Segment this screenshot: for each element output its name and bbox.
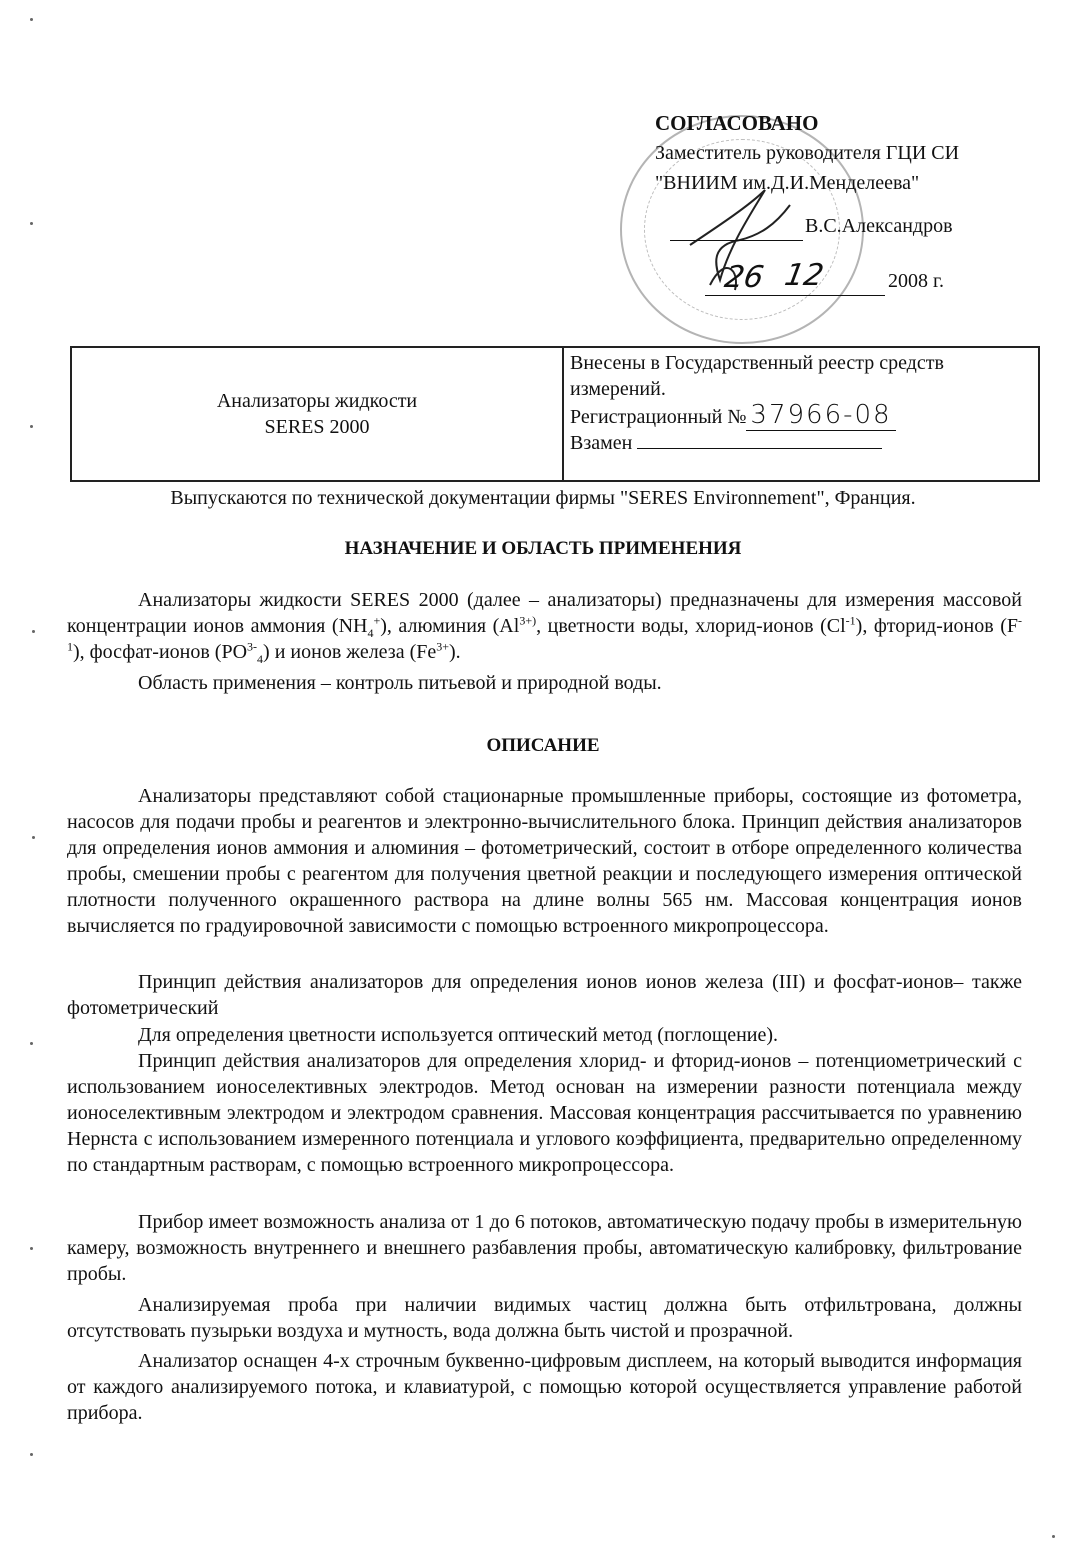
signatory-name: В.С.Александров xyxy=(805,215,953,237)
scan-speck xyxy=(30,1042,33,1045)
subscript: 4 xyxy=(257,652,264,666)
product-cell xyxy=(72,348,564,480)
product-model: SERES 2000 xyxy=(264,416,370,438)
scan-speck xyxy=(32,836,35,839)
registration-number-row xyxy=(570,402,1032,430)
description-paragraph-1: Анализаторы представляют собой стационарные промышленные приборы, состоящие из фотометра, насосов для подачи пробы и реагентов и электронно-вычислительного блока. Принцип действия анализаторов для определения ионов аммония и алюминия – фотометрический, состоит в отборе определенного количества пробы, смешении пробы с реагентом для получения цветной реакции и последующего измерения оптической плотности полученного окрашенного раствора на длине волны 565 нм. Массовая концентрация ионов вычисляется по градуировочной зависимости с помощью встроенного микропроцессора. xyxy=(67,785,1022,937)
scan-speck xyxy=(32,630,35,633)
superscript: + xyxy=(373,613,381,628)
superscript: 3+) xyxy=(519,613,537,628)
description-paragraph-6: Анализируемая проба при наличии видимых частиц должна быть отфильтрована, должны отсутствовать пузырьки воздуха и мутность, вода должна быть чистой и прозрачной. xyxy=(67,1294,1022,1342)
scope-paragraph: Область применения – контроль питьевой и природной воды. xyxy=(138,672,662,694)
signature-line xyxy=(670,240,803,241)
date-day-handwritten: 26 xyxy=(721,260,767,295)
replaces-row xyxy=(570,430,1032,456)
scan-speck xyxy=(30,1453,33,1456)
subscript: 4 xyxy=(367,626,374,640)
registry-line1: Внесены в Государственный реестр средств xyxy=(570,352,944,374)
scan-speck xyxy=(30,1247,33,1250)
date-month-handwritten: 12 xyxy=(781,258,827,293)
section-title-purpose: НАЗНАЧЕНИЕ И ОБЛАСТЬ ПРИМЕНЕНИЯ xyxy=(344,538,742,559)
approval-position-line2: "ВНИИМ им.Д.И.Менделеева" xyxy=(655,172,920,194)
superscript: 3- xyxy=(247,639,258,654)
scan-speck xyxy=(1052,1535,1055,1538)
registry-cell xyxy=(564,348,1038,480)
text-run: ), алюминия (Al xyxy=(380,615,520,637)
description-paragraph-5: Прибор имеет возможность анализа от 1 до 6 потоков, автоматическую подачу пробы в измерительную камеру, возможность внутреннего и внешнего разбавления пробы, автоматическую калибровку, фильтрование пробы. xyxy=(67,1211,1022,1285)
description-paragraph-2: Принцип действия анализаторов для определения ионов ионов железа (III) и фосфат-ионов– также фотометрический xyxy=(67,971,1022,1019)
date-year: 2008 г. xyxy=(888,270,944,292)
superscript: -1 xyxy=(67,613,1022,654)
scan-speck xyxy=(30,222,33,225)
text-run: ) и ионов железа (Fe xyxy=(263,641,437,663)
text-run: ), фторид-ионов (F xyxy=(855,615,1018,637)
date-line xyxy=(705,295,885,296)
text-run: ), фосфат-ионов (PO xyxy=(73,641,248,663)
registration-number: 37966-08 xyxy=(746,400,895,431)
scan-speck xyxy=(30,425,33,428)
product-name: Анализаторы жидкости xyxy=(216,390,418,412)
replaces-blank xyxy=(637,448,882,449)
superscript: 3+ xyxy=(436,639,450,654)
description-paragraph-3: Для определения цветности используется оптический метод (поглощение). xyxy=(138,1024,779,1046)
purpose-paragraph xyxy=(67,587,1022,665)
registry-line2: измерений. xyxy=(570,378,666,400)
approval-position-line1: Заместитель руководителя ГЦИ СИ xyxy=(655,142,960,164)
approval-block xyxy=(655,108,959,198)
description-paragraph-4: Принцип действия анализаторов для определения хлорид- и фторид-ионов – потенциометрический с использованием ионоселективных электродов. Метод основан на измерении разности потенциала между ионоселективным электродом и электродом сравнения. Массовая концентрация рассчитывается по уравнению Нернста с использованием измеренного потенциала и углового коэффициента, предварительно определенному по стандартным растворам, с помощью встроенного микропроцессора. xyxy=(67,1050,1022,1176)
issued-by-line: Выпускаются по технической документации фирмы "SERES Environnement", Франция. xyxy=(170,487,916,509)
text-run: , цветности воды, хлорид-ионов (Cl xyxy=(536,615,846,637)
text-run: Анализаторы жидкости SERES 2000 (далее – анализаторы) предназначены для измерения массовой концентрации ионов аммония (NH xyxy=(67,589,1022,637)
replaces-label: Взамен xyxy=(570,432,633,454)
section-title-description: ОПИСАНИЕ xyxy=(486,735,600,756)
registration-table xyxy=(70,346,1040,482)
text-run: ). xyxy=(449,641,461,663)
registration-label: Регистрационный № xyxy=(570,406,747,428)
description-paragraph-7: Анализатор оснащен 4-х строчным буквенно-цифровым дисплеем, на который выводится информация от каждого анализируемого потока, и клавиатурой, с помощью которой осуществляется управление работой прибора. xyxy=(67,1350,1022,1424)
approval-heading: СОГЛАСОВАНО xyxy=(655,111,819,135)
superscript: -1 xyxy=(845,613,856,628)
scan-speck xyxy=(30,18,33,21)
